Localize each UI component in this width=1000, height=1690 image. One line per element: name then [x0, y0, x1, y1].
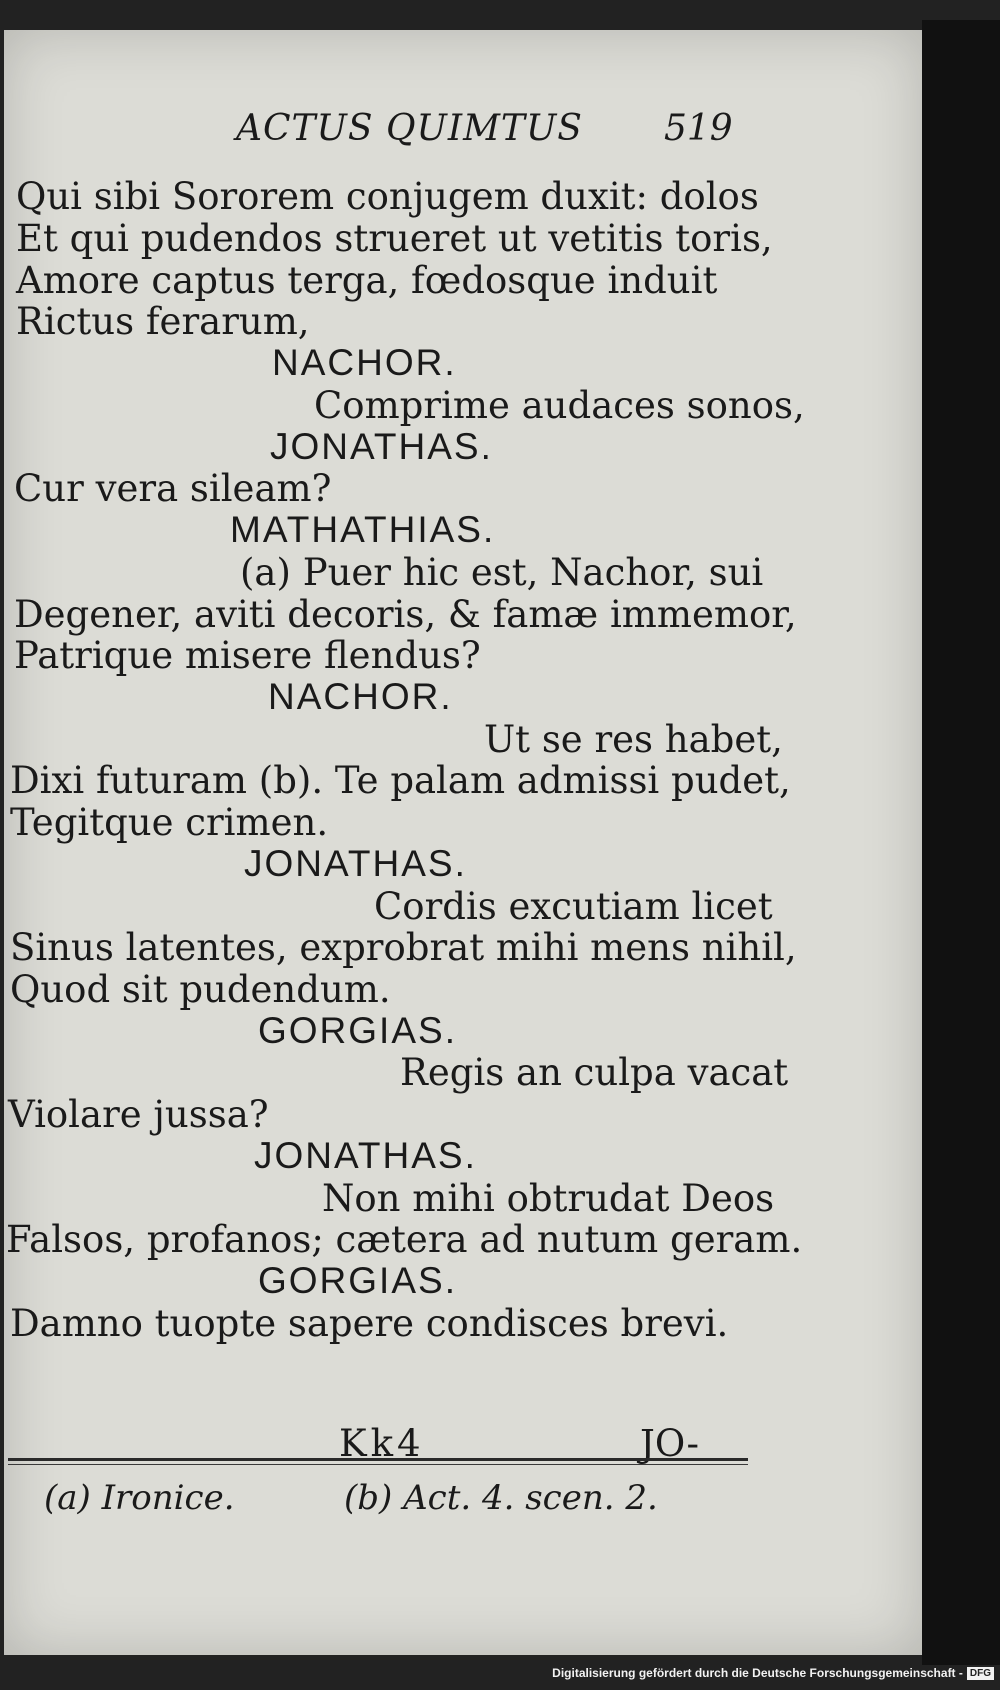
speaker-heading: JONATHAS. [244, 843, 467, 884]
verse-line: Et qui pudendos strueret ut vetitis toris, [16, 217, 773, 260]
verse-line: Violare jussa? [8, 1093, 269, 1136]
footnote-a: (a) Ironice. [44, 1478, 235, 1518]
catchword: JO- [640, 1422, 700, 1465]
verse-line: Comprime audaces sonos, [314, 384, 805, 427]
speaker-heading: GORGIAS. [258, 1260, 457, 1301]
verse-line: (a) Puer hic est, Nachor, sui [240, 551, 764, 594]
book-page [4, 30, 922, 1655]
speaker-heading: NACHOR. [272, 342, 457, 383]
footnote-rule-thin [8, 1464, 748, 1465]
verse-line: Damno tuopte sapere condisces brevi. [10, 1302, 729, 1345]
verse-line: Dixi futuram (b). Te palam admissi pudet, [10, 759, 791, 802]
speaker-heading: MATHATHIAS. [230, 509, 496, 550]
verse-line: Patrique misere flendus? [14, 634, 481, 677]
credit-text: Digitalisierung gefördert durch die Deutsche Forschungsgemeinschaft - [552, 1666, 963, 1680]
verse-line: Sinus latentes, exprobrat mihi mens nihil, [10, 926, 797, 969]
verse-line: Amore captus terga, fœdosque induit [16, 259, 718, 302]
verse-line: Rictus ferarum, [16, 300, 310, 343]
speaker-heading: NACHOR. [268, 676, 453, 717]
verse-line: Falsos, profanos; cætera ad nutum geram. [6, 1218, 803, 1261]
verse-line: Ut se res habet, [484, 718, 783, 761]
speaker-heading: JONATHAS. [270, 426, 493, 467]
speaker-heading: JONATHAS. [254, 1135, 477, 1176]
verse-line: Non mihi obtrudat Deos [322, 1177, 775, 1220]
footnote-rule [8, 1458, 748, 1461]
page-edge [922, 20, 1000, 1665]
dfg-logo-icon: DFG [967, 1667, 994, 1680]
page-number: 519 [664, 108, 733, 149]
footnotes [4, 1478, 922, 1528]
signature-mark: Kk4 [339, 1422, 425, 1465]
verse-line: Cur vera sileam? [14, 467, 332, 510]
page-header [4, 108, 922, 158]
verse-line: Cordis excutiam licet [374, 885, 773, 928]
verse-line: Degener, aviti decoris, & famæ immemor, [14, 593, 797, 636]
verse-line: Qui sibi Sororem conjugem duxit: dolos [16, 175, 759, 218]
running-title: ACTUS QUIMTUS [236, 108, 583, 149]
speaker-heading: GORGIAS. [258, 1010, 457, 1051]
footnote-b: (b) Act. 4. scen. 2. [344, 1478, 658, 1518]
verse-line: Tegitque crimen. [10, 801, 329, 844]
verse-line: Regis an culpa vacat [400, 1051, 789, 1094]
verse-line: Quod sit pudendum. [10, 968, 391, 1011]
digitization-credit [552, 1666, 994, 1686]
